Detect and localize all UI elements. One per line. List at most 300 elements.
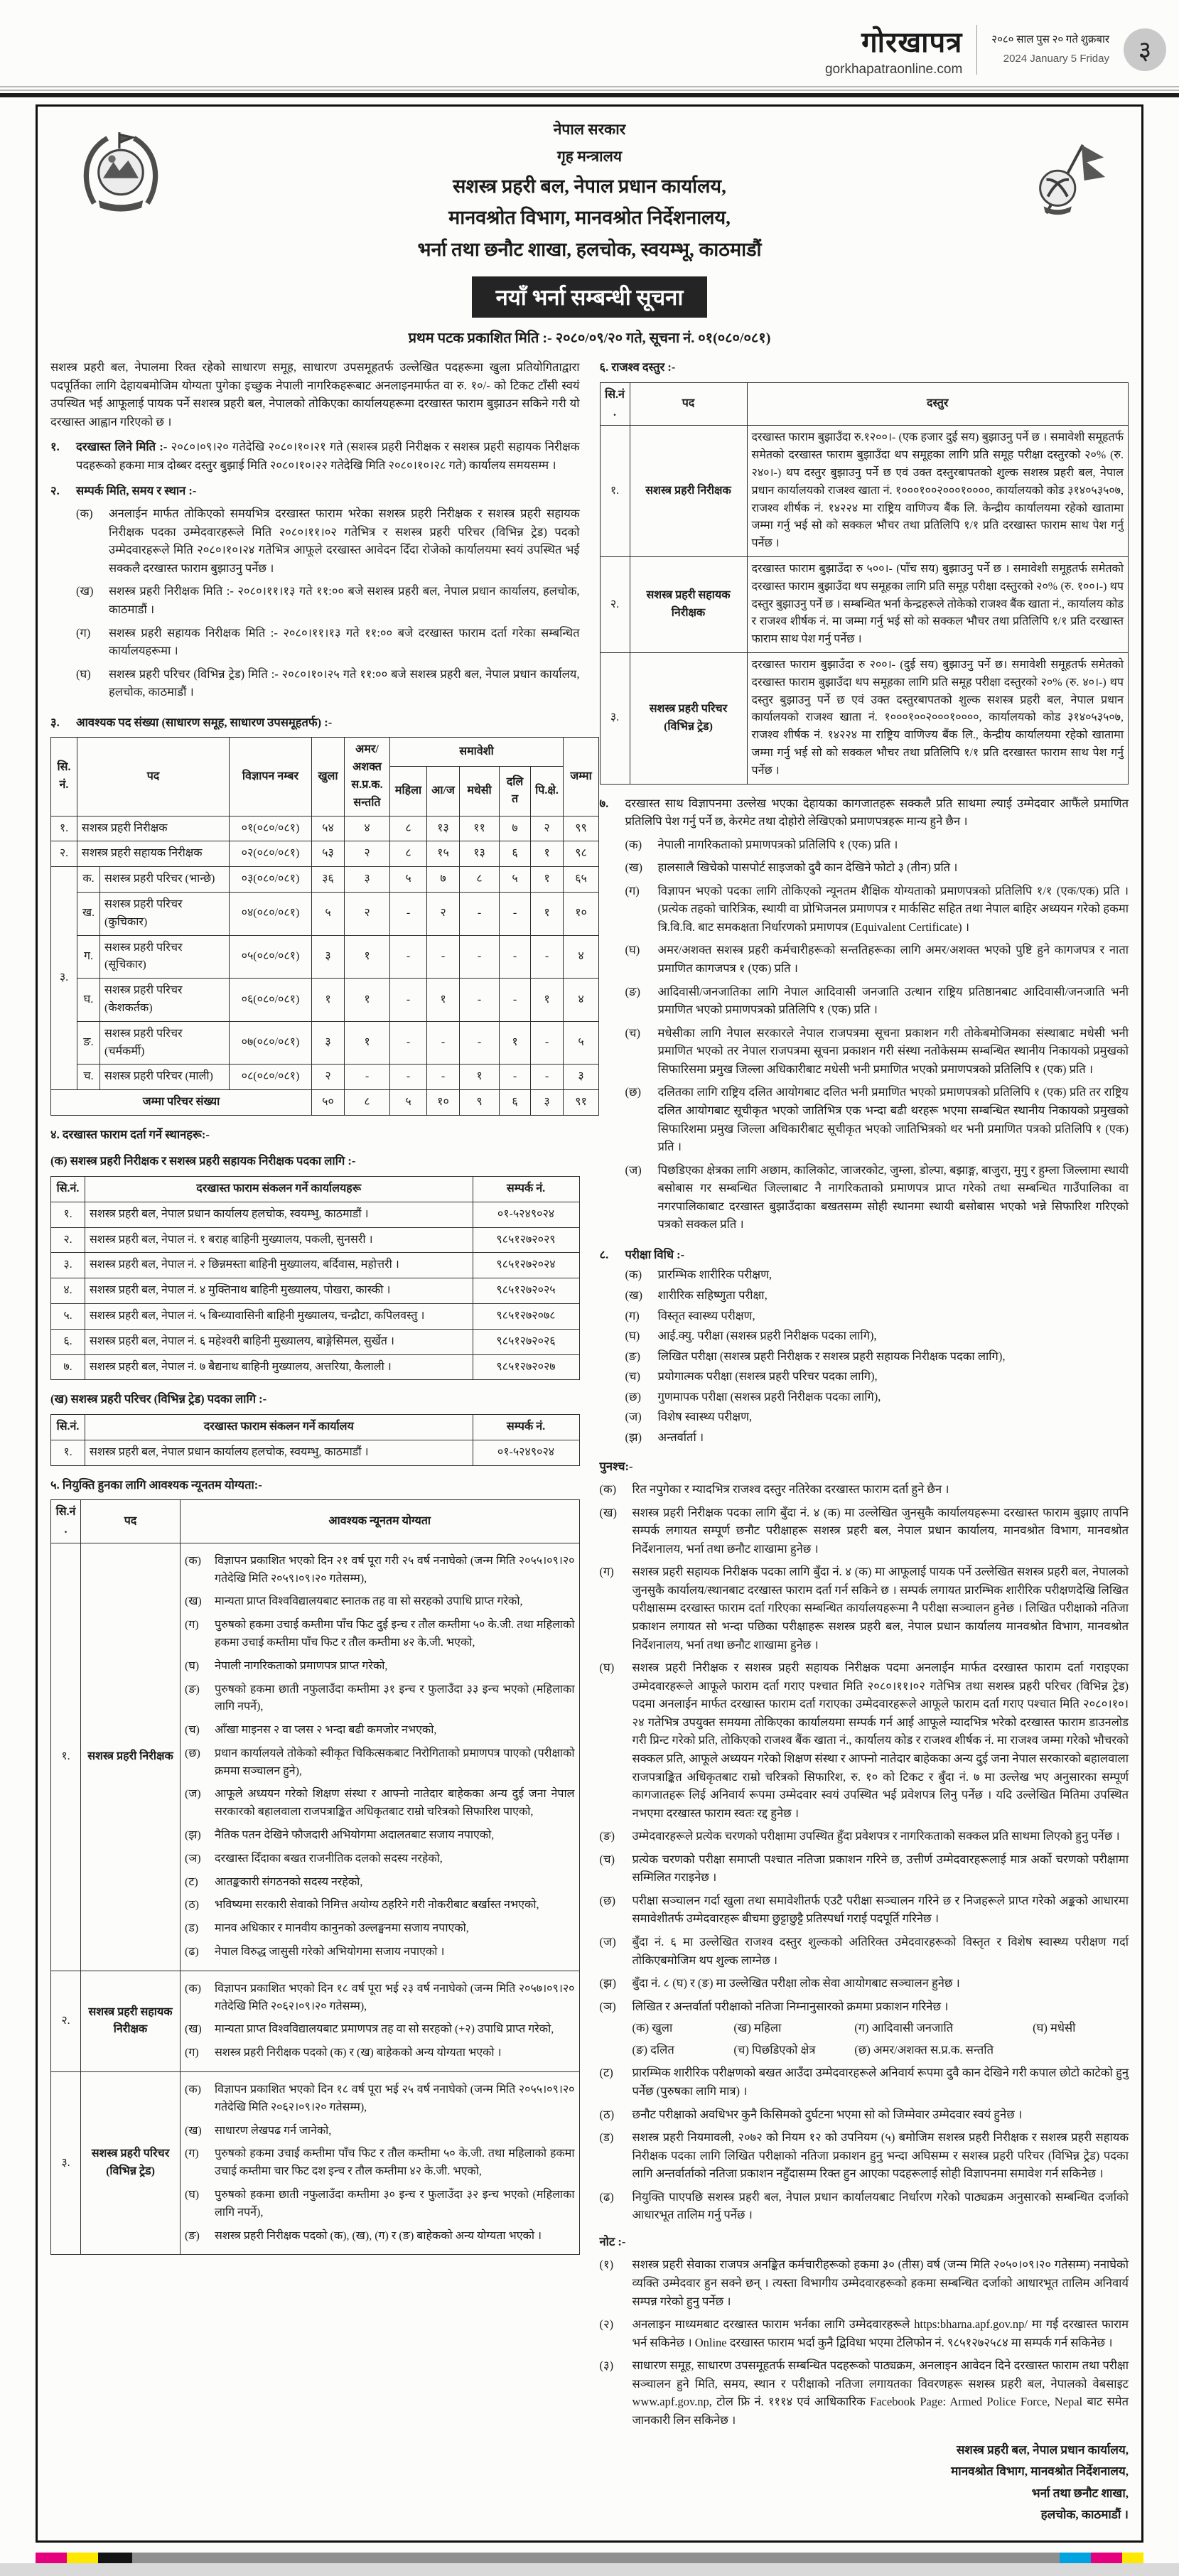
section-4-heading: ४. दरखास्त फाराम दर्ता गर्ने स्थानहरू:-	[50, 1127, 210, 1141]
table-cell: ३६	[312, 867, 345, 893]
table-cell: १.	[51, 1202, 85, 1227]
list-item	[625, 1367, 1129, 1386]
table-cell: १	[427, 979, 460, 1022]
documents-list	[625, 836, 1129, 1234]
table-cell: दरखास्त फाराम संकलन गर्ने कार्यालयहरू	[85, 1177, 473, 1202]
table-cell: ६५	[564, 867, 599, 893]
list-item-text: विज्ञापन प्रकाशित भएको दिन १८ वर्ष पूरा भई २५ वर्ष ननाघेको (जन्म मिति २०५५।०९।२० गतेदेखि मिति २०६२।०९।२० गतेसम्म),	[215, 2084, 575, 2113]
list-item	[185, 2044, 575, 2062]
table-cell	[181, 1543, 580, 1971]
table-cell: सि.नं.	[51, 1500, 81, 1543]
table-cell: -	[500, 892, 531, 935]
table-cell: -	[500, 935, 531, 979]
table-row	[51, 1414, 580, 1440]
list-item-text: पुरुषको हकमा छाती नफुलाउँदा कम्तीमा ३१ इन्च र फुलाउँदा ३३ इन्च भएको (महिलाका लागि नपर्ने),	[215, 1683, 575, 1713]
list-item-text: पुरुषको हकमा उचाई कम्तीमा पाँच फिट र तौल कम्तीमा ५० के.जी. तथा महिलाको हकमा उचाई कम्तीमा चार फिट दश इन्च र तौल कम्तीमा ४२ के.जी. भएको,	[215, 2147, 575, 2178]
list-item	[600, 2315, 1129, 2351]
table-cell: च.	[77, 1065, 100, 1090]
list-item	[185, 1593, 575, 1611]
list-item	[625, 1408, 1129, 1426]
list-item-text: परीक्षा सञ्चालन गर्दा खुला तथा समावेशीतर्फ एउटै परीक्षा सञ्चालन गरिने छ र निजहरूले प्राप्त गरेको अङ्कको आधारमा समावेशीतर्फ उम्मेदवारहरू बीचमा छुट्टाछुट्टै प्रतिस्पर्धा गराई पदपूर्ति गरिनेछ ।	[632, 1893, 1129, 1926]
table-cell: ८	[390, 841, 427, 867]
table-cell: सि.नं.	[51, 1177, 85, 1202]
list-item	[76, 624, 580, 660]
table-cell: ०७(०८०/०८१)	[230, 1021, 312, 1065]
table-cell: ०१-५२४९०२४	[473, 1440, 579, 1465]
apf-emblem-left-icon	[68, 129, 174, 222]
list-item-label: (ख)	[185, 2023, 202, 2036]
table-cell: दरखास्त फाराम बुझाउँदा रु.१२००।- (एक हजार दुई सय) बुझाउनु पर्ने छ । समावेशी समूहतर्फ समेतको दरखास्त फाराम बुझाउँदा थप समूहका लागि प्रति समूह परीक्षा दस्तुरको २०% (रु. २४०।-) थप दस्तुर बुझाउनु पर्ने छ एवं उक्त दस्तुरबापतको शुल्क सशस्त्र प्रहरी बल, नेपाल प्रधान कार्यालयको राजश्व खाता नं. १०००१००२०००१००००, कार्यालयको कोड ३१४०५३५०७, राजश्व शीर्षक नं. १४२२४ मा राष्ट्रिय वाणिज्य बैंक लि. केन्द्रीय कार्यालयमा रहेको खातामा जम्मा गर्नु भई सो को सक्कल भौचर तथा प्रतिलिपि १/१ प्रति दरखास्त फाराम साथ पेश गर्नु पर्नेछ ।	[747, 426, 1129, 557]
table-cell: १	[531, 841, 564, 867]
list-item	[625, 983, 1129, 1019]
list-item-label: (घ)	[76, 667, 91, 681]
table-cell: ३.	[51, 1253, 85, 1278]
list-item	[625, 1307, 1129, 1325]
list-item	[185, 1920, 575, 1938]
qualification-table	[50, 1499, 580, 2255]
table-row	[51, 1278, 580, 1304]
table-cell: ५.	[51, 1304, 85, 1330]
list-item	[185, 1827, 575, 1845]
list-item-label: (छ)	[185, 1747, 200, 1759]
list-item-text: विज्ञापन प्रकाशित भएको दिन १८ वर्ष पूरा भई २३ वर्ष ननाघेको (जन्म मिति २०५७।०९।२० गतेदेखि मिति २०६२।०९।२० गतेसम्म),	[215, 1982, 575, 2012]
org-line-3: भर्ना तथा छनौट शाखा, हलचोक, स्वयम्भू, काठमाडौं	[417, 238, 762, 260]
table-cell: १	[460, 1065, 500, 1090]
result-order-cell: (ख) महिला	[733, 2021, 782, 2035]
table-row	[51, 935, 599, 979]
list-item-text: नेपाल विरुद्ध जासुसी गरेको अभियोगमा सजाय नपाएको ।	[215, 1946, 445, 1958]
table-cell: १	[345, 935, 390, 979]
table-cell: आवश्यक न्यूनतम योग्यता	[181, 1500, 580, 1543]
list-item-label: (घ)	[625, 943, 640, 957]
table-cell: -	[427, 935, 460, 979]
list-item	[600, 2106, 1129, 2124]
list-item	[185, 1722, 575, 1740]
table-cell: १	[345, 979, 390, 1022]
table-row	[51, 867, 599, 893]
table-cell: ०१-५२४९०२४	[473, 1202, 579, 1227]
list-item-text: बुँदा नं. ६ मा उल्लेखित राजश्व दस्तुर शुल्कको अतिरिक्त उमेदवारहरूको विस्तृत र विशेष स्वास्थ्य परीक्षण गर्दा तोकिएबमोजिम थप शुल्क लाग्नेछ ।	[632, 1935, 1129, 1967]
list-item	[625, 1286, 1129, 1305]
table-cell: ७	[500, 816, 531, 841]
signature-line: मानवश्रोत विभाग, मानवश्रोत निर्देशनालय,	[951, 2464, 1129, 2479]
table-cell: -	[345, 1065, 390, 1090]
list-item	[185, 1745, 575, 1781]
table-cell: -	[390, 1021, 427, 1065]
table-row	[51, 1090, 599, 1116]
list-item-label: (क)	[185, 1554, 201, 1567]
table-cell: सशस्त्र प्रहरी परिचर (माली)	[100, 1065, 230, 1090]
table-cell: ९८५१२७२०२५	[473, 1278, 579, 1304]
list-item-label: (ग)	[185, 2147, 199, 2160]
table-cell: सशस्त्र प्रहरी बल, नेपाल नं. ५ बिन्ध्यावासिनी बाहिनी मुख्यालय, चन्द्रौटा, कपिलवस्तु ।	[85, 1304, 473, 1330]
list-item	[625, 1083, 1129, 1155]
list-item-text: दरखास्त दिँदाका बखत राजनीतिक दलको सदस्य नरहेको,	[215, 1852, 443, 1865]
list-item-text: प्रधान कार्यालयले तोकेको स्वीकृत चिकित्सकबाट निरोगिताको प्रमाणपत्र पाएको (परीक्षाको क्रममा सञ्चालन हुने),	[215, 1747, 575, 1777]
result-order-cell: (ग) आदिवासी जनजाति	[854, 2021, 954, 2035]
section-title: आवश्यक पद संख्या (साधारण समूह, साधारण उपसमूहतर्फ) :-	[76, 715, 333, 729]
table-cell: सशस्त्र प्रहरी बल, नेपाल नं. ६ महेश्वरी बाहिनी मुख्यालय, बाङ्गेसिमल, सुर्खेत ।	[85, 1329, 473, 1354]
signature-line: सशस्त्र प्रहरी बल, नेपाल प्रधान कार्यालय,	[956, 2442, 1129, 2457]
ministry-line: गृह मन्त्रालय	[556, 147, 623, 165]
table-cell: सम्पर्क नं.	[473, 1414, 579, 1440]
note-heading: नोट :-	[599, 2234, 626, 2248]
table-cell: सशस्त्र प्रहरी बल, नेपाल नं. ४ मुक्तिनाथ बाहिनी मुख्यालय, पोखरा, कास्की ।	[85, 1278, 473, 1304]
org-header	[50, 115, 1129, 347]
list-item-text: उम्मेदवारहरूले प्रत्येक चरणको परीक्षामा उपस्थित हुँदा प्रवेशपत्र र नागरिकताको सक्कल प्रति साथमा लिएको हुनु पर्नेछ ।	[632, 1829, 1120, 1843]
list-item	[185, 2187, 575, 2222]
table-cell: -	[500, 1065, 531, 1090]
org-line-1: सशस्त्र प्रहरी बल, नेपाल प्रधान कार्यालय,	[453, 175, 726, 197]
list-item	[185, 2081, 575, 2117]
table-cell: सशस्त्र प्रहरी निरीक्षक	[630, 426, 747, 557]
table-row	[51, 1500, 580, 1543]
list-item-text: बुँदा नं. ८ (घ) र (ङ) मा उल्लेखित परीक्षा लोक सेवा आयोगबाट सञ्चालन हुनेछ ।	[632, 1976, 960, 1990]
table-row	[600, 426, 1129, 557]
list-item-text: आदिवासी/जनजातिका लागि नेपाल आदिवासी जनजाति उत्थान राष्ट्रिय प्रतिष्ठानबाट आदिवासी/जनजाति भनी प्रमाणित भएको प्रमाणपत्रको प्रतिलिपि १ (एक) प्रति ।	[657, 984, 1129, 1017]
table-cell: दरखास्त फाराम बुझाउँदा रु ५००।- (पाँच सय) बुझाउनु पर्ने छ । समावेशी समूहतर्फ समेतको दरखास्त फाराम बुझाउँदा थप समूहका लागि प्रति समूह परीक्षा दस्तुरको २०% (रु. १००।-) थप दस्तुर बुझाउनु पर्ने छ । सम्बन्धित भर्ना केन्द्रहरूले तोकेको राजश्व बैंक खाता नं., कार्यालय कोड र राजश्व शीर्षक नं. मा जम्मा गर्नु भई सो को सक्कल भौचर तथा प्रतिलिपि १/१ प्रति दरखास्त फाराम साथ पेश गर्नु पर्नेछ ।	[747, 556, 1129, 652]
list-item	[625, 836, 1129, 854]
table-cell: १	[345, 1021, 390, 1065]
table-cell: ३.	[51, 2072, 81, 2255]
section-number: १.	[50, 440, 60, 454]
list-item-text: सशस्त्र प्रहरी निरीक्षक मिति :- २०८०।११।१३ गते ११:०० बजे सशस्त्र प्रहरी बल, नेपाल प्रधान कार्यालय, हलचोक, काठमाडौं ।	[109, 584, 580, 616]
section-4a-subheading: (क) सशस्त्र प्रहरी निरीक्षक र सशस्त्र प्रहरी सहायक निरीक्षक पदका लागि :-	[50, 1154, 356, 1168]
vacancy-table	[50, 737, 599, 1116]
section-6-heading: ६. राजश्व दस्तुर :-	[599, 360, 676, 374]
result-order-cell: (च) पिछडिएको क्षेत्र	[733, 2042, 816, 2057]
table-cell: अमर/ अशक्त स.प्र.क. सन्तति	[345, 738, 390, 816]
table-cell: ८	[460, 867, 500, 893]
list-item-text: पुरुषको हकमा उचाई कम्तीमा पाँच फिट दुई इन्च र तौल कम्तीमा ५० के.जी. तथा महिलाको हकमा उचाई कम्तीमा पाँच फिट र तौल कम्तीमा ४२ के.जी. भएको,	[215, 1619, 575, 1649]
table-cell: ०२(०८०/०८१)	[230, 841, 312, 867]
table-cell: ५	[564, 1021, 599, 1065]
list-item	[600, 2128, 1129, 2183]
list-item	[185, 2123, 575, 2140]
table-cell: घ.	[77, 979, 100, 1022]
list-item	[600, 1480, 1129, 1499]
masthead-dates	[991, 31, 1109, 68]
table-cell: ३.	[51, 867, 77, 1090]
table-cell: ०३(०८०/०८१)	[230, 867, 312, 893]
table-cell: ०८(०८०/०८१)	[230, 1065, 312, 1090]
list-item	[185, 1897, 575, 1914]
list-item-label: (१)	[599, 2258, 614, 2272]
masthead	[0, 0, 1179, 82]
table-row	[51, 1021, 599, 1065]
table-cell: सम्पर्क नं.	[473, 1177, 579, 1202]
table-cell: सशस्त्र प्रहरी परिचर (चर्मकर्मी)	[100, 1021, 230, 1065]
table-row	[51, 1543, 580, 1971]
list-item	[625, 1428, 1129, 1447]
list-item-text: प्रत्येक चरणको परीक्षा समाप्ती पश्चात नतिजा प्रकाशन गरिने छ, उत्तीर्ण उम्मेदवारहरूलाई मात्र अर्को चरणको परीक्षामा सम्मिलित गराइनेछ ।	[632, 1852, 1129, 1885]
date-english: 2024 January 5 Friday	[1003, 52, 1109, 65]
table-cell: -	[531, 1065, 564, 1090]
table-cell: दस्तुर	[747, 382, 1129, 426]
table-cell: ५	[312, 892, 345, 935]
table-cell: आ/ज	[427, 767, 460, 816]
section-number: ३.	[50, 715, 60, 729]
list-item-label: (च)	[599, 1852, 615, 1866]
table-cell: ङ.	[77, 1021, 100, 1065]
table-cell: ५	[390, 1090, 427, 1116]
list-item-text: पुरुषको हकमा छाती नफुलाउँदा कम्तीमा ३० इन्च र फुलाउँदा ३२ इन्च भएको (महिलाका लागि नपर्ने),	[215, 2189, 575, 2219]
result-order-grid	[632, 2019, 1129, 2059]
list-item-text: मानव अधिकार र मानवीय कानुनको उल्लङ्घनमा सजाय नपाएको,	[215, 1922, 469, 1935]
list-item-text: अनलाईन मार्फत तोकिएको समयभित्र दरखास्त फाराम भरेका सशस्त्र प्रहरी निरीक्षक र सशस्त्र प्रहरी सहायक निरीक्षक पदका उम्मेदवारहरूले मिति २०८०।११।०२ गतेभित्र र सशस्त्र प्रहरी परिचर (विभिन्न ट्रेड) पदको उम्मेदवारहरूले मिति २०८०।१०।२४ गतेभित्र आफूले दरखास्त आवेदन दिँदा रोजेको कार्यालयमा स्वयं उपस्थित भई सक्कलै दरखास्त फाराम बुझाउनु पर्नेछ ।	[109, 507, 580, 575]
list-item-text: प्रारम्भिक शारीरिक परीक्षण,	[657, 1268, 772, 1282]
list-item-text: लिखित परीक्षा (सशस्त्र प्रहरी निरीक्षक र सशस्त्र प्रहरी सहायक निरीक्षक पदका लागि),	[657, 1349, 1006, 1363]
list-item-label: (ट)	[185, 1875, 198, 1888]
table-cell: सशस्त्र प्रहरी परिचर (विभिन्न ट्रेड)	[81, 2072, 181, 2255]
list-item-text: आई.क्यु. परीक्षा (सशस्त्र प्रहरी निरीक्षक पदका लागि),	[657, 1329, 877, 1343]
list-item-label: (छ)	[625, 1389, 642, 1403]
notice-title: नयाँ भर्ना सम्बन्धी सूचना	[472, 276, 708, 318]
signature-line: हलचोक, काठमाडौं ।	[1040, 2508, 1129, 2522]
table-cell: ५०	[312, 1090, 345, 1116]
list-item-label: (झ)	[625, 1430, 642, 1444]
list-item-text: सशस्त्र प्रहरी निरीक्षक पदको (क) र (ख) बाहेकको अन्य योग्यता भएको ।	[215, 2047, 502, 2059]
table-cell: -	[390, 892, 427, 935]
table-cell: दरखास्त फाराम संकलन गर्ने कार्यालय	[85, 1414, 473, 1440]
list-item-text: रित नपुगेका र म्यादभित्र राजश्व दस्तुर नतिरेका दरखास्त फाराम दर्ता हुने छैन ।	[632, 1482, 949, 1497]
table-cell: -	[460, 892, 500, 935]
list-item-label: (घ)	[185, 1659, 200, 1672]
table-cell: -	[460, 1021, 500, 1065]
section-title: दरखास्त लिने मिति :-	[76, 440, 168, 454]
list-item	[185, 2021, 575, 2039]
table-cell: ६.	[51, 1329, 85, 1354]
table-cell: पद	[81, 1500, 181, 1543]
table-cell: ८	[345, 1090, 390, 1116]
table-cell: दरखास्त फाराम बुझाउँदा रु २००।- (दुई सय) बुझाउनु पर्ने छ। समावेशी समूहतर्फ समेतको दरखास्त फाराम बुझाउँदा थप समूहका लागि प्रति समूह परीक्षा दस्तुरको २०% (रु. ४०।-) थप दस्तुर बुझाउनु पर्ने छ एवं उक्त दस्तुरबापतको शुल्क सशस्त्र प्रहरी बल, नेपाल प्रधान कार्यालयको राजश्व खाता नं. १०००१००२०००१००००, कार्यालयको कोड ३१४०५३५०७, राजश्व शीर्षक नं. १४२२४ मा राष्ट्रिय वाणिज्य बैंक लि., केन्द्रीय कार्यालयमा रहेको खातामा जम्मा गर्नु भई सो को सक्कल भौचर तथा प्रतिलिपि १/१ प्रति दरखास्त फाराम साथ पेश गर्नु पर्नेछ ।	[747, 652, 1129, 784]
table-cell: सशस्त्र प्रहरी परिचर (विभिन्न ट्रेड)	[630, 652, 747, 784]
table-cell: ७.	[51, 1354, 85, 1380]
list-item-label: (क)	[599, 1482, 617, 1497]
section-title: सम्पर्क मिति, समय र स्थान :-	[76, 483, 197, 497]
list-item	[600, 1850, 1129, 1887]
table-row	[51, 738, 599, 767]
table-cell: ९	[460, 1090, 500, 1116]
list-item	[185, 2228, 575, 2246]
list-item-label: (२)	[599, 2317, 614, 2332]
date-nepali: २०८० साल पुस २० गते शुक्रबार	[991, 34, 1109, 45]
table-cell: ११	[460, 816, 500, 841]
table-cell: सशस्त्र प्रहरी बल, नेपाल प्रधान कार्यालय हलचोक, स्वयम्भु, काठमाडौं ।	[85, 1440, 473, 1465]
list-item-text: लिखित र अन्तर्वार्ता परीक्षाको नतिजा निम्नानुसारको क्रममा प्रकाशन गरिनेछ । (क) खुला (ख) महिला (ग) आदिवासी जनजाति (घ) मधेसी (ङ) दलित (च) पिछडिएको क्षेत्र (छ) अमर/अशक्त स.प्र.क. सन्तति	[632, 1998, 1129, 2059]
table-cell: २.	[51, 1971, 81, 2071]
table-cell: ५४	[312, 816, 345, 841]
table-cell: ५	[390, 867, 427, 893]
fee-table	[600, 382, 1129, 785]
list-item-label: (ड)	[185, 1922, 199, 1935]
punashcha-heading: पुनश्च:-	[599, 1459, 633, 1473]
list-item-label: (च)	[625, 1369, 640, 1384]
result-order-cell: (घ) मधेसी	[1033, 2021, 1076, 2035]
list-item-text: हालसालै खिचेको पासपोर्ट साइजको दुवै कान देखिने फोटो ३ (तीन) प्रति ।	[657, 861, 958, 875]
table-cell: ५	[500, 867, 531, 893]
list-item-label: (ढ)	[185, 1946, 199, 1958]
list-item-text: आफूले अध्ययन गरेको शिक्षण संस्था र आफ्नो नातेदार बाहेकका अन्य दुई जना नेपाल सरकारको बहालवाला राजपत्राङ्कित अधिकृतबाट राम्रो चरित्रको सिफारिश पाएको,	[215, 1788, 575, 1818]
table-cell: सशस्त्र प्रहरी परिचर (कुचिकार)	[100, 892, 230, 935]
table-cell: -	[390, 979, 427, 1022]
paper-website: gorkhapatraonline.com	[824, 62, 963, 77]
table-cell: सशस्त्र प्रहरी बल, नेपाल नं. ७ बैद्यनाथ बाहिनी मुख्यालय, अत्तरिया, कैलाली ।	[85, 1354, 473, 1380]
two-column-body	[50, 358, 1129, 2526]
table-cell: सशस्त्र प्रहरी परिचर (भान्छे)	[100, 867, 230, 893]
list-item	[76, 582, 580, 618]
intro-paragraph: सशस्त्र प्रहरी बल, नेपालमा रिक्त रहेको साधारण समूह, साधारण उपसमूहतर्फ उल्लेखित पदहरूमा खुला प्रतियोगिताद्वारा पदपूर्तिका लागि देहायबमोजिम योग्यता पुगेका इच्छुक नेपाली नागरिकहरूबाट अनलाइनमार्फत वा रु. १०/- को टिकट टाँसी स्वयं उपस्थित भई आफूलाई पायक पर्ने सशस्त्र प्रहरी बल, नेपालको तोकिएका कार्यालयहरूमा दरखास्त फाराम बुझाउन सकिने गरी यो दरखास्त आह्वान गरिएको छ ।	[50, 360, 580, 429]
masthead-rules	[0, 86, 1179, 97]
right-column	[600, 358, 1129, 2526]
section-number: ८.	[599, 1247, 609, 1261]
section-1	[50, 438, 580, 474]
table-cell: सशस्त्र प्रहरी सहायक निरीक्षक	[77, 841, 230, 867]
table-cell: ९८५१२७२०७८	[473, 1304, 579, 1330]
table-row	[600, 652, 1129, 784]
table-cell: ०५(०८०/०८१)	[230, 935, 312, 979]
list-item-text: विज्ञापन भएको पदका लागि तोकिएको न्यूनतम शैक्षिक योग्यताको प्रमाणपत्रको प्रतिलिपि १/१ (एक/एक) प्रति । (प्रत्येक तहको चारित्रिक, स्थायी वा प्रोभिजनल प्रमाणपत्र र मार्कसिट सहित तथा नेपाल बाहिर अध्ययन गरेको हकमा त्रि.वि.वि. बाट समकक्षता निर्धारणको प्रमाणपत्र (Equivalent Certificate) ।	[657, 883, 1129, 934]
list-item-text: अमर/अशक्त सशस्त्र प्रहरी कर्मचारीहरूको सन्ततिहरूका लागि अमर/अशक्त भएको पुष्टि हुने कागजपत्र र नाता प्रमाणित कागजपत्र १ (एक) प्रति ।	[657, 943, 1129, 976]
list-item-text: नैतिक पतन देखिने फौजदारी अभियोगमा अदालतबाट सजाय नपाएको,	[215, 1829, 495, 1842]
list-item-text: नेपाली नागरिकताको प्रमाणपत्रको प्रतिलिपि १ (एक) प्रति ।	[657, 837, 898, 851]
table-cell: ५३	[312, 841, 345, 867]
table-cell: सशस्त्र प्रहरी परिचर (सूचिकार)	[100, 935, 230, 979]
list-item-label: (ठ)	[185, 1899, 199, 1912]
list-item-label: (ख)	[185, 1595, 202, 1608]
section-number: २.	[50, 483, 60, 497]
list-item-text: गुणमापक परीक्षा (सशस्त्र प्रहरी निरीक्षक पदका लागि),	[657, 1389, 881, 1403]
list-item-label: (क)	[185, 2084, 201, 2096]
table-cell: १.	[51, 1440, 85, 1465]
table-cell: ९९	[564, 816, 599, 841]
list-item	[76, 665, 580, 701]
signature-block	[600, 2440, 1129, 2526]
section-5-heading: ५. नियुक्ति हुनका लागि आवश्यक न्यूनतम योग्यता:-	[50, 1477, 262, 1492]
table-cell: ख.	[77, 892, 100, 935]
table-cell: सशस्त्र प्रहरी बल, नेपाल प्रधान कार्यालय हलचोक, स्वयम्भु, काठमाडौं ।	[85, 1202, 473, 1227]
table-cell: ०४(०८०/०८१)	[230, 892, 312, 935]
list-item	[185, 1850, 575, 1868]
list-item-text: विज्ञापन प्रकाशित भएको दिन २१ वर्ष पूरा गरी २५ वर्ष ननाघेको (जन्म मिति २०५५।०९।२० गतेदेखि मिति २०५९।०९।२० गतेसम्म),	[215, 1554, 575, 1585]
list-item	[600, 1998, 1129, 2059]
org-line-2: मानवश्रोत विभाग, मानवश्रोत निर्देशनालय,	[448, 207, 731, 229]
table-cell: विज्ञापन नम्बर	[230, 738, 312, 816]
govt-line: नेपाल सरकार	[553, 121, 626, 138]
table-cell: ३	[345, 867, 390, 893]
table-cell: -	[531, 935, 564, 979]
list-item-label: (ञ)	[599, 1999, 616, 2013]
list-item	[185, 1681, 575, 1717]
table-cell: ८	[390, 816, 427, 841]
list-item-label: (ढ)	[599, 2189, 614, 2204]
list-item-label: (ड)	[599, 2130, 614, 2145]
list-item	[600, 1563, 1129, 1654]
table-cell: ९१	[564, 1090, 599, 1116]
list-item-label: (क)	[625, 1268, 642, 1282]
section-title: परीक्षा विधि :-	[625, 1247, 685, 1261]
list-item-text: अन्तर्वार्ता ।	[657, 1430, 704, 1444]
list-item-text: सशस्त्र प्रहरी सहायक निरीक्षक मिति :- २०८०।११।१३ गते ११:०० बजे दरखास्त फाराम दर्ता गरेका सम्बन्धित कार्यालयहरूमा ।	[109, 625, 580, 658]
list-item	[185, 1980, 575, 2016]
list-item-text: साधारण समूह, साधारण उपसमूहतर्फ सम्बन्धित पदहरूको पाठ्यक्रम, अनलाइन आवेदन दिने दरखास्त फाराम तथा परीक्षा सञ्चालन हुने मिति, समय, स्थान र परीक्षाको नतिजा लगायतका विवरणहरू सशस्त्र प्रहरी बल, नेपालको वेबसाइट www.apf.gov.np, टोल फ्रि नं. १११४ एवं आधिकारिक Facebook Page: Armed Police Force, Nepal बाट समेत जानकारी लिन सकिनेछ ।	[632, 2359, 1129, 2427]
list-item-label: (ग)	[185, 1619, 199, 1632]
list-item	[625, 1347, 1129, 1366]
list-item-label: (ङ)	[625, 984, 640, 998]
section-7	[600, 794, 1129, 1239]
list-item-text: सशस्त्र प्रहरी निरीक्षक पदका लागि बुँदा नं. ४ (क) मा उल्लेखित जुनसुकै कार्यालयहरूमा दरखास्त फाराम बुझाए तापनि सम्पर्क लगायत सम्पूर्ण छनौट परीक्षाहरू सशस्त्र प्रहरी बल, नेपाल प्रधान कार्यालय, मानवश्रोत विभाग, मानवश्रोत निर्देशनालय, भर्ना तथा छनौट शाखामा हुनेछ ।	[632, 1505, 1129, 1556]
table-cell: ३	[564, 1065, 599, 1090]
section-2	[50, 482, 580, 706]
table-cell: ४	[564, 935, 599, 979]
table-cell: १३	[427, 816, 460, 841]
table-cell: ४.	[51, 1278, 85, 1304]
list-item-label: (ठ)	[599, 2107, 615, 2121]
table-cell: २.	[51, 841, 77, 867]
list-item	[625, 882, 1129, 937]
left-column	[50, 358, 592, 2526]
list-item	[600, 1974, 1129, 1993]
list-item-text: विस्तृत स्वास्थ्य परीक्षण,	[657, 1308, 755, 1322]
table-cell: सि.नं.	[51, 738, 77, 816]
list-item	[185, 1944, 575, 1961]
list-item-label: (घ)	[599, 1661, 615, 1675]
table-cell: सि.नं.	[51, 1414, 85, 1440]
list-item	[600, 2188, 1129, 2224]
list-item-text: विशेष स्वास्थ्य परीक्षण,	[657, 1410, 753, 1424]
result-order-cell: (छ) अमर/अशक्त स.प्र.क. सन्तति	[854, 2042, 994, 2057]
table-cell: १	[531, 867, 564, 893]
table-row	[51, 1253, 580, 1278]
table-cell: ग.	[77, 935, 100, 979]
table-row	[51, 816, 599, 841]
table-cell: १.	[51, 1543, 81, 1971]
table-row	[51, 1227, 580, 1253]
list-item	[600, 1892, 1129, 1928]
table-cell: ३	[312, 935, 345, 979]
list-item-text: सशस्त्र प्रहरी सेवाका राजपत्र अनङ्कित कर्मचारीहरूको हकमा ३० (तीस) वर्ष (जन्म मिति २०५०।०९।२० गतेसम्म) ननाघेको व्यक्ति उम्मेदवार हुन सक्ने छन् । त्यस्ता विभागीय उम्मेदवारहरूको हकमा सम्बन्धित दर्जाको आधारभूत तालिम अनिवार्य सम्पन्न गरेको हुनु पर्नेछ ।	[632, 2258, 1129, 2308]
list-item	[185, 1617, 575, 1652]
table-cell: ९८५१२७२०२९	[473, 1227, 579, 1253]
registration-offices-table-b	[50, 1414, 580, 1466]
paper-title: गोरखापत्र	[861, 26, 963, 58]
table-cell: जम्मा परिचर संख्या	[51, 1090, 312, 1116]
table-row	[51, 1440, 580, 1465]
list-item	[185, 1874, 575, 1892]
table-cell: २	[345, 892, 390, 935]
list-item-text: भविष्यमा सरकारी सेवाको निमित्त अयोग्य ठहरिने गरी नोकरीबाट बर्खास्त नभएको,	[215, 1899, 539, 1912]
table-cell: मधेसी	[460, 767, 500, 816]
list-item-label: (छ)	[599, 1893, 616, 1907]
print-registration-bar	[36, 2553, 1143, 2563]
contact-date-list	[76, 505, 580, 701]
list-item-text: नियुक्ति पाएपछि सशस्त्र प्रहरी बल, नेपाल प्रधान कार्यालयबाट निर्धारण गरेको पाठ्यक्रम अनुसारको सम्बन्धित दर्जाको आधारभूत तालिम गर्नु पर्नेछ ।	[632, 2189, 1129, 2222]
list-item-text: शारीरिक सहिष्णुता परीक्षा,	[657, 1288, 768, 1303]
list-item-label: (ग)	[625, 883, 640, 898]
list-item-text: साधारण लेखपढ गर्न जानेको,	[215, 2124, 332, 2137]
table-cell: १.	[51, 816, 77, 841]
list-item-label: (ज)	[599, 1935, 616, 1949]
table-cell: -	[460, 935, 500, 979]
list-item-label: (ज)	[625, 1163, 642, 1177]
list-item	[600, 2064, 1129, 2100]
table-row	[51, 892, 599, 935]
list-item-label: (ज)	[625, 1410, 642, 1424]
table-cell: सशस्त्र प्रहरी सहायक निरीक्षक	[81, 1971, 181, 2071]
list-item-text: मान्यता प्राप्त विश्वविद्यालयबाट स्नातक तह वा सो सरहको उपाधि प्राप्त गरेको,	[215, 1595, 523, 1608]
list-item	[600, 1659, 1129, 1822]
notice-box	[36, 104, 1143, 2543]
